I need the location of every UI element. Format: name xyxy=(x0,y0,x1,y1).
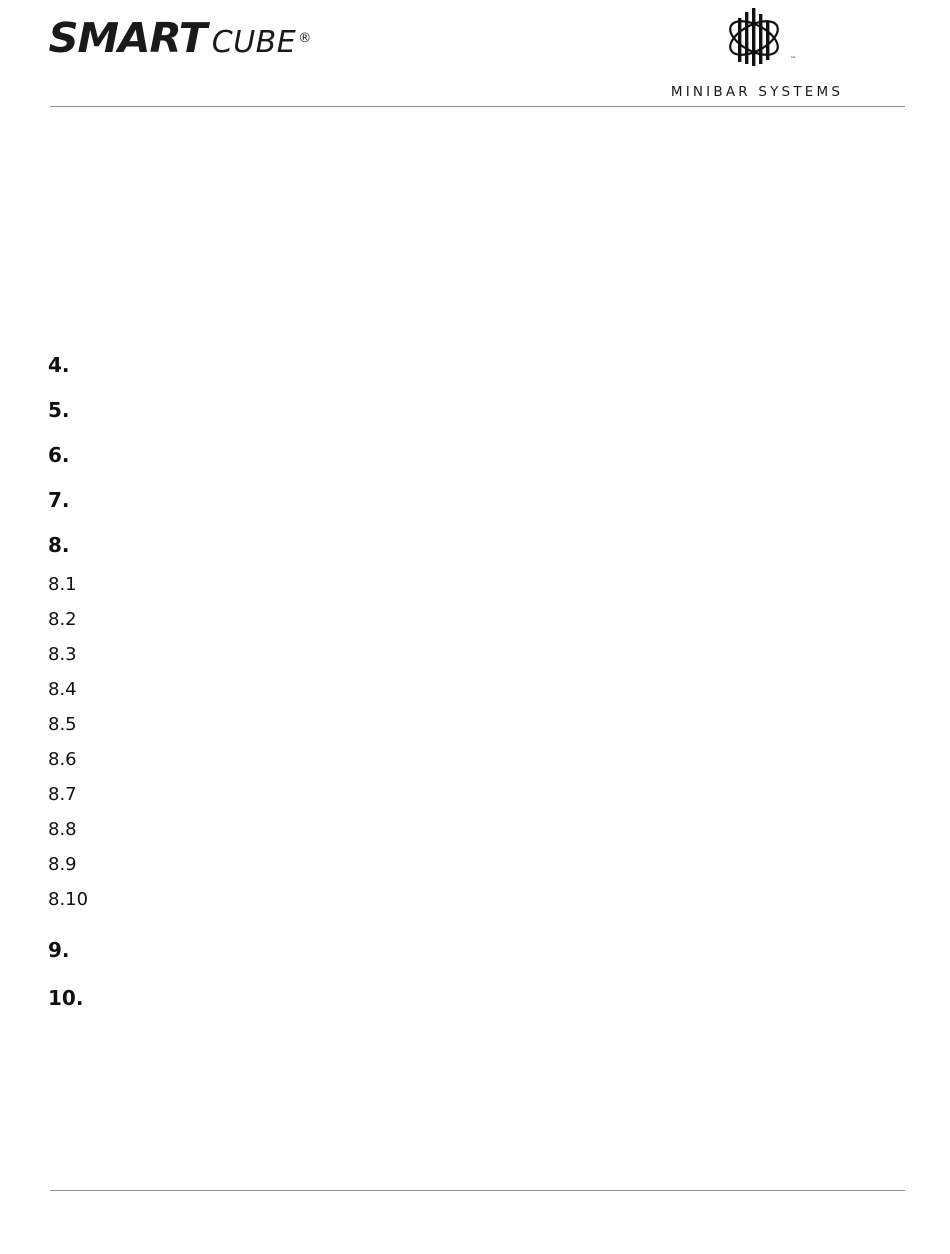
partner-trademark-icon: ™ xyxy=(790,56,796,63)
brand-cube-text: CUBE xyxy=(211,25,297,60)
toc-entry-number: 7. xyxy=(48,488,70,512)
toc-entry-number: 8.3 xyxy=(48,644,77,665)
toc-entry-number: 9. xyxy=(48,938,70,962)
toc-entry-number: 10. xyxy=(48,986,84,1010)
toc-entry-number: 8.9 xyxy=(48,854,77,875)
toc-entry[interactable] xyxy=(48,611,903,629)
toc-entry[interactable] xyxy=(48,821,903,839)
toc-entry-number: 4. xyxy=(48,353,70,377)
toc-entry-number: 8.7 xyxy=(48,784,77,805)
toc-entry[interactable] xyxy=(48,891,903,909)
toc-entry-number: 8.5 xyxy=(48,714,77,735)
toc-entry[interactable] xyxy=(48,716,903,734)
toc-entry[interactable] xyxy=(48,681,903,699)
toc-entry[interactable] xyxy=(48,786,903,804)
toc-entry[interactable] xyxy=(48,646,903,664)
toc-entry-number: 8. xyxy=(48,533,70,557)
page-header xyxy=(0,0,950,108)
toc-entry[interactable] xyxy=(48,355,903,375)
brand-smart-text: SMART xyxy=(48,14,207,62)
toc-entry[interactable] xyxy=(48,856,903,874)
toc-entry-number: 8.10 xyxy=(48,889,89,910)
registered-trademark-icon: ® xyxy=(298,31,312,46)
toc-entry[interactable] xyxy=(48,400,903,420)
partner-name-text: MINIBAR SYSTEMS xyxy=(670,84,844,100)
toc-entry[interactable] xyxy=(48,535,903,555)
header-divider xyxy=(50,106,905,107)
toc-entry[interactable] xyxy=(48,445,903,465)
minibar-emblem-icon xyxy=(712,8,802,70)
toc-entry-number: 5. xyxy=(48,398,70,422)
minibar-systems-logo xyxy=(660,8,854,98)
toc-entry-number: 8.6 xyxy=(48,749,77,770)
footer-divider xyxy=(50,1190,905,1191)
toc-entry[interactable] xyxy=(48,490,903,510)
toc-entry-number: 8.1 xyxy=(48,574,77,595)
table-of-contents xyxy=(48,355,903,1008)
smartcube-logo xyxy=(50,14,311,62)
toc-entry[interactable] xyxy=(48,576,903,594)
toc-entry-number: 8.2 xyxy=(48,609,77,630)
toc-entry[interactable] xyxy=(48,940,903,960)
toc-entry[interactable] xyxy=(48,988,903,1008)
toc-entry-number: 8.4 xyxy=(48,679,77,700)
toc-entry-number: 6. xyxy=(48,443,70,467)
toc-entry-number: 8.8 xyxy=(48,819,77,840)
toc-entry[interactable] xyxy=(48,751,903,769)
